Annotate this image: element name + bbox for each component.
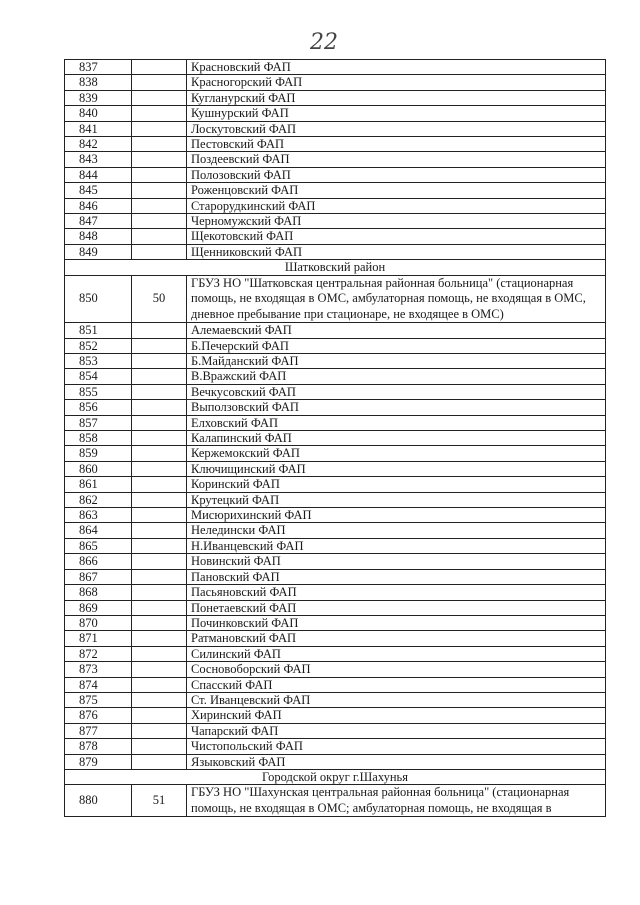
institution-code: 51: [132, 785, 187, 817]
row-number: 837: [65, 60, 132, 75]
facility-name: Пановский ФАП: [187, 569, 606, 584]
facility-name: Неледински ФАП: [187, 523, 606, 538]
table-row: [65, 569, 606, 584]
row-number: 878: [65, 739, 132, 754]
institution-code: [132, 121, 187, 136]
facility-name: Поздеевский ФАП: [187, 152, 606, 167]
table-row: [65, 461, 606, 476]
facility-name: Щекотовский ФАП: [187, 229, 606, 244]
table-row: [65, 137, 606, 152]
table-row: [65, 677, 606, 692]
row-number: 858: [65, 431, 132, 446]
facility-name: Калапинский ФАП: [187, 431, 606, 446]
table-row: [65, 354, 606, 369]
row-number: 867: [65, 569, 132, 584]
facility-name: Кержемокский ФАП: [187, 446, 606, 461]
institution-code: [132, 106, 187, 121]
institution-code: [132, 708, 187, 723]
row-number: 853: [65, 354, 132, 369]
institution-code: [132, 585, 187, 600]
table-row: [65, 323, 606, 338]
row-number: 862: [65, 492, 132, 507]
table-row: [65, 106, 606, 121]
table-row: [65, 400, 606, 415]
row-number: 855: [65, 384, 132, 399]
row-number: 868: [65, 585, 132, 600]
table-row: [65, 585, 606, 600]
institution-code: 50: [132, 275, 187, 323]
table-row: [65, 198, 606, 213]
institution-code: [132, 754, 187, 769]
facility-name: Черномужский ФАП: [187, 214, 606, 229]
page-number: 22: [310, 30, 338, 55]
institution-code: [132, 415, 187, 430]
institution-code: [132, 523, 187, 538]
table-row: [65, 167, 606, 182]
institution-code: [132, 229, 187, 244]
row-number: 869: [65, 600, 132, 615]
row-number: 844: [65, 167, 132, 182]
institution-code: [132, 137, 187, 152]
facility-name: Сосновоборский ФАП: [187, 662, 606, 677]
row-number: 841: [65, 121, 132, 136]
facility-name: Новинский ФАП: [187, 554, 606, 569]
row-number: 848: [65, 229, 132, 244]
institution-code: [132, 600, 187, 615]
row-number: 871: [65, 631, 132, 646]
institution-code: [132, 569, 187, 584]
row-number: 879: [65, 754, 132, 769]
facility-name: Вечкусовский ФАП: [187, 384, 606, 399]
institution-code: [132, 446, 187, 461]
facility-name: Спасский ФАП: [187, 677, 606, 692]
institution-code: [132, 723, 187, 738]
row-number: 840: [65, 106, 132, 121]
facility-name: Ратмановский ФАП: [187, 631, 606, 646]
table-row: [65, 600, 606, 615]
facility-name: Щенниковский ФАП: [187, 244, 606, 259]
section-title: Городской округ г.Шахунья: [65, 769, 606, 784]
institution-code: [132, 354, 187, 369]
institution-code: [132, 338, 187, 353]
row-number: 846: [65, 198, 132, 213]
table-row: [65, 523, 606, 538]
table-row: [65, 446, 606, 461]
row-number: 874: [65, 677, 132, 692]
facility-name: Пестовский ФАП: [187, 137, 606, 152]
facility-name: Силинский ФАП: [187, 646, 606, 661]
table-row: [65, 90, 606, 105]
table-row: [65, 60, 606, 75]
institution-code: [132, 739, 187, 754]
row-number: 865: [65, 538, 132, 553]
row-number: 847: [65, 214, 132, 229]
facility-name: Кугланурский ФАП: [187, 90, 606, 105]
table-row: [65, 615, 606, 630]
facility-name: Красновский ФАП: [187, 60, 606, 75]
table-row: [65, 631, 606, 646]
row-number: 839: [65, 90, 132, 105]
facility-name: Ключищинский ФАП: [187, 461, 606, 476]
institution-code: [132, 323, 187, 338]
section-header-row: [65, 769, 606, 784]
facility-name: Починковский ФАП: [187, 615, 606, 630]
institution-code: [132, 492, 187, 507]
facility-name: Лоскутовский ФАП: [187, 121, 606, 136]
facility-name: Красногорский ФАП: [187, 75, 606, 90]
table-row: [65, 492, 606, 507]
table-row: [65, 415, 606, 430]
institution-code: [132, 692, 187, 707]
table-row: [65, 508, 606, 523]
facility-table-body: [65, 60, 606, 817]
table-row: [65, 646, 606, 661]
table-row: [65, 183, 606, 198]
institution-code: [132, 631, 187, 646]
row-number: 880: [65, 785, 132, 817]
institution-code: [132, 508, 187, 523]
institution-code: [132, 60, 187, 75]
row-number: 859: [65, 446, 132, 461]
table-row: [65, 244, 606, 259]
facility-table: [64, 59, 606, 817]
row-number: 845: [65, 183, 132, 198]
row-number: 863: [65, 508, 132, 523]
table-row: [65, 369, 606, 384]
facility-name: Н.Иванцевский ФАП: [187, 538, 606, 553]
row-number: 838: [65, 75, 132, 90]
table-row: [65, 75, 606, 90]
facility-name: Языковский ФАП: [187, 754, 606, 769]
institution-code: [132, 167, 187, 182]
facility-name: Елховский ФАП: [187, 415, 606, 430]
institution-code: [132, 461, 187, 476]
facility-name: ГБУЗ НО "Шахунская центральная районная больница" (стационарная помощь, не входящая в ОМС; амбулаторная помощь, не входящая в: [187, 785, 606, 817]
table-row: [65, 477, 606, 492]
table-row: [65, 692, 606, 707]
facility-name: Мисюрихинский ФАП: [187, 508, 606, 523]
institution-code: [132, 90, 187, 105]
facility-name: Ст. Иванцевский ФАП: [187, 692, 606, 707]
facility-name: Полозовский ФАП: [187, 167, 606, 182]
facility-name: В.Вражский ФАП: [187, 369, 606, 384]
institution-code: [132, 477, 187, 492]
institution-code: [132, 554, 187, 569]
table-row: [65, 229, 606, 244]
row-number: 870: [65, 615, 132, 630]
facility-name: Пасьяновский ФАП: [187, 585, 606, 600]
institution-code: [132, 615, 187, 630]
facility-name: Чистопольский ФАП: [187, 739, 606, 754]
facility-name: Понетаевский ФАП: [187, 600, 606, 615]
table-row: [65, 554, 606, 569]
table-row: [65, 275, 606, 323]
row-number: 849: [65, 244, 132, 259]
row-number: 843: [65, 152, 132, 167]
institution-code: [132, 75, 187, 90]
institution-code: [132, 400, 187, 415]
table-row: [65, 338, 606, 353]
table-row: [65, 754, 606, 769]
facility-name: Алемаевский ФАП: [187, 323, 606, 338]
institution-code: [132, 662, 187, 677]
row-number: 876: [65, 708, 132, 723]
table-row: [65, 708, 606, 723]
institution-code: [132, 198, 187, 213]
facility-name: Выползовский ФАП: [187, 400, 606, 415]
facility-name: Б.Майданский ФАП: [187, 354, 606, 369]
row-number: 860: [65, 461, 132, 476]
row-number: 851: [65, 323, 132, 338]
institution-code: [132, 646, 187, 661]
row-number: 864: [65, 523, 132, 538]
facility-name: Кушнурский ФАП: [187, 106, 606, 121]
institution-code: [132, 244, 187, 259]
row-number: 857: [65, 415, 132, 430]
facility-name: Б.Печерский ФАП: [187, 338, 606, 353]
table-row: [65, 384, 606, 399]
table-row: [65, 723, 606, 738]
institution-code: [132, 384, 187, 399]
row-number: 877: [65, 723, 132, 738]
table-row: [65, 538, 606, 553]
row-number: 875: [65, 692, 132, 707]
institution-code: [132, 369, 187, 384]
table-row: [65, 739, 606, 754]
table-row: [65, 121, 606, 136]
facility-name: Чапарский ФАП: [187, 723, 606, 738]
table-row: [65, 662, 606, 677]
table-row: [65, 785, 606, 817]
institution-code: [132, 152, 187, 167]
institution-code: [132, 538, 187, 553]
facility-name: Хиринский ФАП: [187, 708, 606, 723]
row-number: 873: [65, 662, 132, 677]
row-number: 854: [65, 369, 132, 384]
institution-code: [132, 431, 187, 446]
table-row: [65, 152, 606, 167]
table-row: [65, 214, 606, 229]
row-number: 866: [65, 554, 132, 569]
facility-name: Роженцовский ФАП: [187, 183, 606, 198]
facility-name: Крутецкий ФАП: [187, 492, 606, 507]
facility-name: ГБУЗ НО "Шатковская центральная районная больница" (стационарная помощь, не входящая в ОМС, амбулаторная помощь, не входящая в ОМС, дневное пребывание при стационаре, не входящее в ОМС): [187, 275, 606, 323]
row-number: 861: [65, 477, 132, 492]
institution-code: [132, 677, 187, 692]
row-number: 842: [65, 137, 132, 152]
row-number: 852: [65, 338, 132, 353]
section-header-row: [65, 260, 606, 275]
institution-code: [132, 183, 187, 198]
row-number: 872: [65, 646, 132, 661]
section-title: Шатковский район: [65, 260, 606, 275]
facility-name: Коринский ФАП: [187, 477, 606, 492]
institution-code: [132, 214, 187, 229]
facility-name: Старорудкинский ФАП: [187, 198, 606, 213]
row-number: 850: [65, 275, 132, 323]
row-number: 856: [65, 400, 132, 415]
table-row: [65, 431, 606, 446]
